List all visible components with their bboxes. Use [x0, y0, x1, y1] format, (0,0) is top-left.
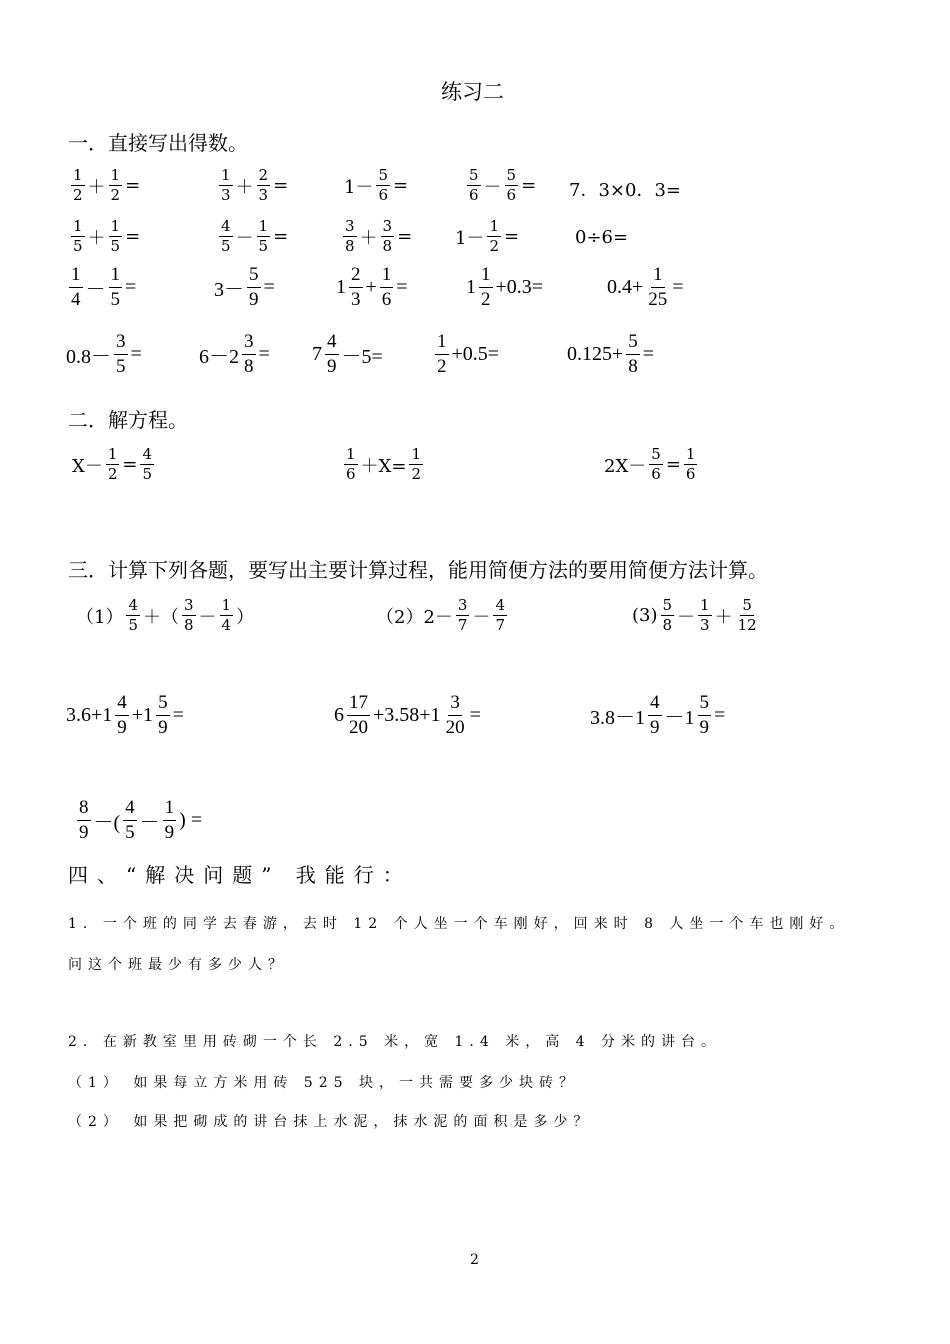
- fraction: [123, 797, 137, 844]
- expr: [214, 264, 275, 311]
- fraction-denominator: 5: [221, 237, 231, 256]
- fraction-numerator: 1: [380, 264, 394, 288]
- fraction: [140, 446, 154, 484]
- expr: [466, 264, 543, 311]
- fraction: [109, 218, 123, 256]
- expr-text: ＋（: [143, 606, 179, 628]
- fraction: [409, 446, 423, 484]
- fraction-numerator: 1: [698, 597, 712, 616]
- fraction: [126, 597, 140, 635]
- fraction: [435, 331, 449, 378]
- expr-text: 0.4+: [607, 275, 644, 298]
- expr-text: ＋: [359, 227, 378, 249]
- fraction: [649, 446, 663, 484]
- fraction-numerator: 5: [156, 692, 170, 716]
- expr-text: =: [273, 175, 289, 197]
- expr: [340, 218, 412, 256]
- expr-text: =: [125, 275, 137, 298]
- expr-text: －: [139, 811, 160, 834]
- fraction-numerator: 3: [381, 218, 395, 237]
- fraction-denominator: 2: [489, 237, 499, 256]
- expr-text: （1）: [76, 606, 124, 628]
- expr-text: －: [85, 278, 106, 301]
- expr-text: －: [677, 606, 696, 628]
- fraction-denominator: 6: [506, 186, 517, 205]
- expr-text: =: [125, 226, 141, 248]
- expr: [569, 176, 681, 202]
- fraction-denominator: 9: [79, 821, 89, 843]
- fraction-numerator: 5: [505, 167, 519, 186]
- expr-text: －: [198, 606, 217, 628]
- expr-text: －1: [664, 706, 695, 729]
- fraction: [626, 331, 640, 378]
- expr-text: +0.3=: [495, 275, 544, 298]
- expr-text: =: [273, 226, 289, 248]
- fraction: [257, 167, 271, 205]
- fraction-numerator: 4: [325, 331, 339, 355]
- expr-text: ）: [236, 606, 255, 628]
- fraction-numerator: 1: [409, 446, 423, 465]
- problem-2-question-2: （2） 如果把砌成的讲台抹上水泥，抹水泥的面积是多少？: [68, 1114, 594, 1130]
- expr-text: +1: [131, 703, 154, 726]
- expr-text: －: [483, 176, 502, 198]
- expr: [76, 597, 254, 635]
- expr-text: ) =: [179, 808, 203, 831]
- fraction-numerator: 1: [106, 446, 120, 465]
- fraction-denominator: 9: [158, 716, 168, 738]
- expr-text: 3.8－1: [590, 706, 645, 729]
- expr-text: =: [258, 342, 270, 365]
- fraction-denominator: 5: [116, 355, 126, 377]
- expr-text: =: [393, 175, 409, 197]
- fraction-denominator: 5: [110, 288, 120, 310]
- fraction-numerator: 3: [114, 331, 128, 355]
- expr-text: ＋: [714, 606, 733, 628]
- equation: [72, 446, 157, 484]
- expr-text: =: [504, 226, 520, 248]
- expr: [455, 218, 519, 256]
- fraction-numerator: 4: [123, 797, 137, 821]
- expr-text: －: [472, 606, 491, 628]
- expr-text: ＋: [87, 227, 106, 249]
- fraction-numerator: 1: [71, 218, 85, 237]
- fraction-denominator: 2: [481, 288, 491, 310]
- fraction-denominator: 3: [351, 288, 361, 310]
- expr: [66, 264, 136, 311]
- fraction: [220, 597, 234, 635]
- fraction-numerator: 1: [109, 218, 123, 237]
- fraction-numerator: 1: [344, 446, 358, 465]
- fraction: [444, 692, 467, 739]
- fraction-numerator: 1: [71, 167, 85, 186]
- fraction: [479, 264, 493, 311]
- fraction-numerator: 2: [257, 167, 271, 186]
- fraction-denominator: 4: [221, 616, 232, 635]
- expr-text: (3): [632, 605, 658, 627]
- fraction-denominator: 2: [73, 186, 83, 205]
- fraction-numerator: 1: [435, 331, 449, 355]
- fraction-numerator: 5: [247, 264, 261, 288]
- fraction-numerator: 5: [376, 167, 390, 186]
- equation: [604, 446, 700, 484]
- expr: [312, 331, 383, 378]
- fraction-denominator: 2: [110, 186, 121, 205]
- expr: [68, 167, 140, 205]
- expr-text: =: [521, 175, 537, 197]
- fraction-numerator: 2: [349, 264, 363, 288]
- fraction: [109, 167, 123, 205]
- fraction-denominator: 8: [184, 616, 194, 635]
- expr: [632, 597, 762, 635]
- fraction: [182, 597, 196, 635]
- expr-text: －(: [93, 811, 121, 834]
- expr-text: ＋X=: [360, 455, 407, 477]
- fraction-numerator: 1: [219, 167, 233, 186]
- expr-text: 3－: [214, 278, 244, 301]
- problem-2-line-1: 2．在新教室里用砖砌一个长 2.5 米，宽 1.4 米，高 4 分米的讲台。: [68, 1034, 722, 1050]
- expr-text: 1－: [455, 227, 485, 249]
- expr-text: －5=: [341, 345, 383, 368]
- fraction-numerator: 8: [77, 797, 91, 821]
- fraction: [343, 218, 357, 256]
- expr-text: 7．3×0．3=: [569, 180, 681, 201]
- expr-text: 6－2: [199, 345, 239, 368]
- fraction-numerator: 4: [219, 218, 233, 237]
- fraction: [698, 597, 712, 635]
- expr-text: +: [365, 275, 377, 298]
- fraction: [661, 597, 675, 635]
- fraction: [109, 264, 123, 311]
- problem-2-question-1: （1） 如果每立方米用砖 525 块，一共需要多少块砖？: [68, 1075, 579, 1091]
- fraction-denominator: 7: [457, 616, 468, 635]
- fraction-denominator: 12: [737, 616, 757, 635]
- fraction-denominator: 8: [345, 237, 355, 256]
- fraction-numerator: 3: [343, 218, 357, 237]
- fraction-numerator: 5: [649, 446, 663, 465]
- expr-text: =: [665, 454, 681, 476]
- fraction: [381, 218, 395, 256]
- expr: [199, 331, 270, 378]
- fraction-numerator: 1: [220, 597, 234, 616]
- fraction-numerator: 1: [651, 264, 665, 288]
- fraction: [71, 218, 85, 256]
- fraction-numerator: 1: [163, 797, 177, 821]
- fraction: [684, 446, 698, 484]
- fraction: [376, 167, 390, 205]
- fraction: [71, 167, 85, 205]
- expr-text: －: [235, 227, 254, 249]
- fraction-numerator: 17: [347, 692, 370, 716]
- expr-text: +3.58+1: [373, 703, 441, 726]
- fraction-numerator: 4: [126, 597, 140, 616]
- fraction-numerator: 1: [109, 167, 123, 186]
- fraction: [344, 446, 358, 484]
- expr-text: 1－: [344, 176, 374, 198]
- fraction-denominator: 6: [685, 465, 696, 484]
- fraction: [325, 331, 339, 378]
- fraction-denominator: 9: [164, 821, 175, 843]
- fraction: [219, 167, 233, 205]
- expr-text: =: [397, 226, 413, 248]
- fraction-denominator: 5: [125, 821, 135, 843]
- fraction-numerator: 1: [109, 264, 123, 288]
- fraction-denominator: 9: [650, 716, 660, 738]
- fraction-numerator: 1: [257, 218, 271, 237]
- fraction-denominator: 3: [700, 616, 710, 635]
- fraction-numerator: 4: [140, 446, 154, 465]
- section-3-heading: 三．计算下列各题，要写出主要计算过程，能用简便方法的要用简便方法计算。: [68, 558, 768, 582]
- fraction-numerator: 4: [648, 692, 662, 716]
- fraction-denominator: 9: [117, 716, 127, 738]
- expr-text: =: [469, 703, 481, 726]
- fraction-denominator: 2: [437, 355, 447, 377]
- fraction-denominator: 6: [469, 186, 479, 205]
- page-number: 2: [470, 1252, 479, 1268]
- fraction-denominator: 9: [327, 355, 337, 377]
- expr: [74, 797, 202, 844]
- fraction-numerator: 3: [456, 597, 470, 616]
- fraction-denominator: 6: [346, 465, 356, 484]
- page-title: 练习二: [441, 80, 504, 104]
- expr: [575, 226, 628, 248]
- fraction: [242, 331, 256, 378]
- fraction-denominator: 20: [445, 716, 465, 738]
- fraction-numerator: 1: [487, 218, 501, 237]
- fraction-numerator: 3: [182, 597, 196, 616]
- expr-text: 0.8－: [66, 345, 111, 368]
- fraction-denominator: 9: [699, 716, 709, 738]
- expr-text: =: [714, 703, 726, 726]
- expr-text: +0.5=: [451, 342, 500, 365]
- fraction: [736, 597, 759, 635]
- fraction-denominator: 6: [651, 465, 661, 484]
- expr-text: 1: [466, 275, 476, 298]
- expr-text: ＋: [87, 176, 106, 198]
- expr: [590, 692, 725, 739]
- fraction-denominator: 5: [128, 616, 138, 635]
- fraction-denominator: 9: [249, 288, 259, 310]
- expr-text: 6: [334, 703, 344, 726]
- fraction: [456, 597, 470, 635]
- expr-text: （2）2－: [376, 606, 453, 628]
- fraction: [648, 692, 662, 739]
- expr: [66, 692, 184, 739]
- fraction: [487, 218, 501, 256]
- section-1-heading: 一．直接写出得数。: [68, 131, 248, 155]
- expr-text: 0.125+: [567, 342, 624, 365]
- fraction: [219, 218, 233, 256]
- fraction-denominator: 2: [107, 465, 118, 484]
- fraction-denominator: 4: [71, 288, 81, 310]
- fraction-denominator: 8: [244, 355, 254, 377]
- expr: [66, 331, 142, 378]
- problem-1-line-2: 问这个班最少有多少人？: [68, 957, 288, 973]
- fraction-numerator: 1: [479, 264, 493, 288]
- expr: [336, 264, 408, 311]
- fraction: [380, 264, 394, 311]
- fraction: [493, 597, 507, 635]
- fraction-numerator: 5: [698, 692, 712, 716]
- expr: [68, 218, 140, 256]
- fraction-numerator: 4: [115, 692, 129, 716]
- expr: [334, 692, 481, 739]
- fraction: [467, 167, 481, 205]
- fraction: [77, 797, 91, 844]
- fraction-denominator: 5: [73, 237, 83, 256]
- fraction-denominator: 7: [495, 616, 505, 635]
- fraction: [646, 264, 669, 311]
- expr-text: ＋: [235, 176, 254, 198]
- expr-text: =: [172, 703, 184, 726]
- fraction: [247, 264, 261, 311]
- fraction: [698, 692, 712, 739]
- fraction-denominator: 3: [221, 186, 231, 205]
- section-2-heading: 二．解方程。: [68, 408, 188, 432]
- fraction: [156, 692, 170, 739]
- expr-text: =: [122, 454, 138, 476]
- fraction-numerator: 1: [684, 446, 698, 465]
- fraction-denominator: 20: [349, 716, 368, 738]
- fraction-denominator: 8: [382, 237, 393, 256]
- fraction-denominator: 5: [110, 237, 121, 256]
- expr-text: 2X－: [604, 455, 647, 477]
- fraction-numerator: 5: [661, 597, 675, 616]
- fraction-numerator: 3: [448, 692, 462, 716]
- fraction: [163, 797, 177, 844]
- expr: [607, 264, 684, 311]
- fraction-denominator: 5: [142, 465, 153, 484]
- expr-text: =: [263, 275, 275, 298]
- fraction-denominator: 6: [381, 288, 392, 310]
- section-4-heading: 四、“解决问题” 我能行：: [68, 863, 412, 887]
- expr: [344, 167, 408, 205]
- expr-text: 1: [336, 275, 346, 298]
- fraction: [115, 692, 129, 739]
- expr: [432, 331, 499, 378]
- expr: [216, 167, 288, 205]
- fraction: [505, 167, 519, 205]
- problem-1-line-1: 1．一个班的同学去春游，去时 12 个人坐一个车刚好，回来时 8 人坐一个车也刚好。: [68, 916, 850, 932]
- fraction-denominator: 8: [662, 616, 673, 635]
- fraction-denominator: 5: [258, 237, 269, 256]
- expr-text: 3.6+1: [66, 703, 113, 726]
- expr: [376, 597, 510, 635]
- fraction: [347, 692, 370, 739]
- fraction-denominator: 8: [628, 355, 638, 377]
- equation: [341, 446, 426, 484]
- fraction-denominator: 3: [258, 186, 269, 205]
- expr-text: 0÷6=: [575, 226, 629, 248]
- fraction: [257, 218, 271, 256]
- expr: [464, 167, 536, 205]
- fraction: [106, 446, 120, 484]
- fraction-numerator: 5: [467, 167, 481, 186]
- expr-text: =: [130, 342, 142, 365]
- fraction-numerator: 1: [69, 264, 83, 288]
- fraction-numerator: 5: [626, 331, 640, 355]
- expr: [216, 218, 288, 256]
- fraction-numerator: 5: [740, 597, 754, 616]
- expr-text: =: [396, 275, 408, 298]
- expr: [567, 331, 654, 378]
- fraction-denominator: 25: [648, 288, 668, 310]
- expr-text: =: [642, 342, 655, 365]
- fraction: [69, 264, 83, 311]
- expr-text: =: [672, 275, 684, 298]
- fraction-numerator: 4: [493, 597, 507, 616]
- fraction-numerator: 3: [242, 331, 256, 355]
- expr-text: 7: [312, 342, 322, 365]
- expr-text: =: [125, 175, 141, 197]
- fraction-denominator: 6: [378, 186, 388, 205]
- fraction-denominator: 2: [411, 465, 421, 484]
- fraction: [349, 264, 363, 311]
- fraction: [114, 331, 128, 378]
- expr-text: X－: [72, 455, 103, 477]
